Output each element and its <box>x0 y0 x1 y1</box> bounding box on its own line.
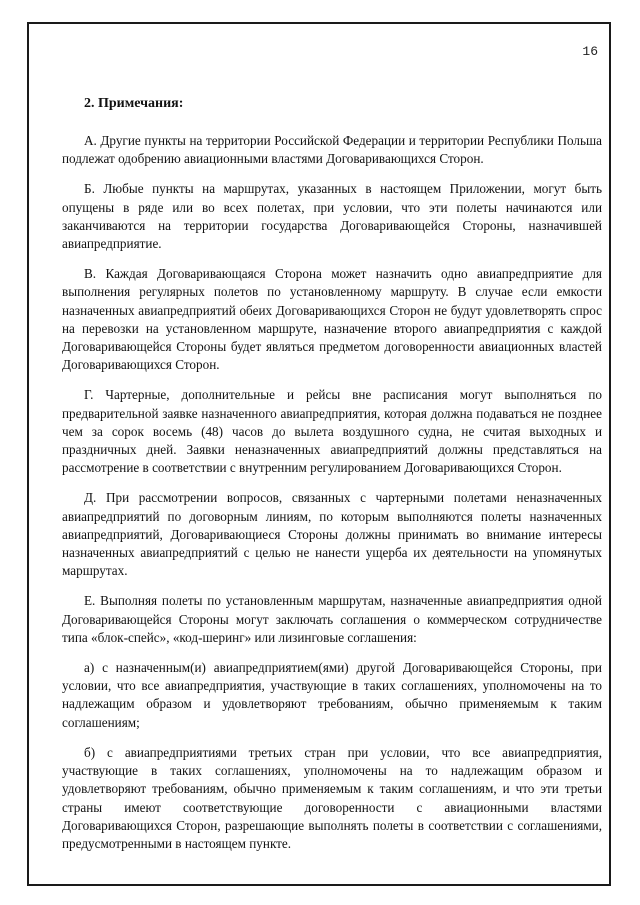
paragraph-g: Г. Чартерные, дополнительные и рейсы вне расписания могут выполняться по предварительной заявке назначенного авиапредприятия, которая должна подаваться не позднее чем за сорок восемь (48) часов до вылета воздушного судна, не считая выходных и праздничных дней. Заявки неназначенных авиапредприятий должны представляться на рассмотрение в соответствии с внутренним регулированием Договаривающихся Сторон. <box>62 387 602 476</box>
page-number: 16 <box>582 44 598 59</box>
paragraph-e: Е. Выполняя полеты по установленным маршрутам, назначенные авиапредприятия одной Договаривающейся Стороны могут заключать соглашения о коммерческом сотрудничестве типа «блок-спейс», «код-шеринг» или лизинговые соглашения: <box>62 593 602 645</box>
paragraph-a: А. Другие пункты на территории Российской Федерации и территории Республики Польша подлежат одобрению авиационными властями Договаривающихся Сторон. <box>62 133 602 167</box>
paragraph-b: Б. Любые пункты на маршрутах, указанных в настоящем Приложении, могут быть опущены в ряде или во всех полетах, при условии, что эти полеты начинаются или заканчиваются на территории государства Договаривающейся Стороны, назначившей авиапредприятие. <box>62 181 602 252</box>
paragraph-d: Д. При рассмотрении вопросов, связанных с чартерными полетами неназначенных авиапредприятий по договорным линиям, по которым выполняются полеты назначенных авиапредприятий, Договаривающиеся Стороны должны принимать во внимание интересы назначенных авиапредприятий с целью не нанести ущерба их деятельности на упомянутых маршрутах. <box>62 490 602 579</box>
section-heading: 2. Примечания: <box>84 96 184 111</box>
paragraph-v: В. Каждая Договаривающаяся Сторона может назначить одно авиапредприятие для выполнения регулярных полетов по установленному маршруту. В случае если емкости назначенных авиапредприятий обеих Договаривающихся Сторон не будут удовлетворять спрос на перевозки на установленном маршруте, назначение второго авиапредприятия с каждой Договаривающейся Стороны будет являться предметом договоренности авиационных властей Договаривающихся Сторон. <box>62 266 602 373</box>
document-body <box>62 96 602 865</box>
subparagraph-b: б) с авиапредприятиями третьих стран при условии, что все авиапредприятия, участвующие в таких соглашениях, уполномочены на то надлежащим образом и удовлетворяют требованиям, обычно применяемым к таким соглашениям, и что эти третьи страны имеют соответствующие договоренности с авиационными властями Договаривающихся Сторон, разрешающие выполнять полеты в соответствии с соглашениями, предусмотренными в настоящем пункте. <box>62 744 602 851</box>
subparagraph-a: а) с назначенным(и) авиапредприятием(ями) другой Договаривающейся Стороны, при условии, что все авиапредприятия, участвующие в таких соглашениях, уполномочены на то надлежащим образом и удовлетворяют требованиям, обычно применяемым к таким соглашениям; <box>62 660 602 730</box>
